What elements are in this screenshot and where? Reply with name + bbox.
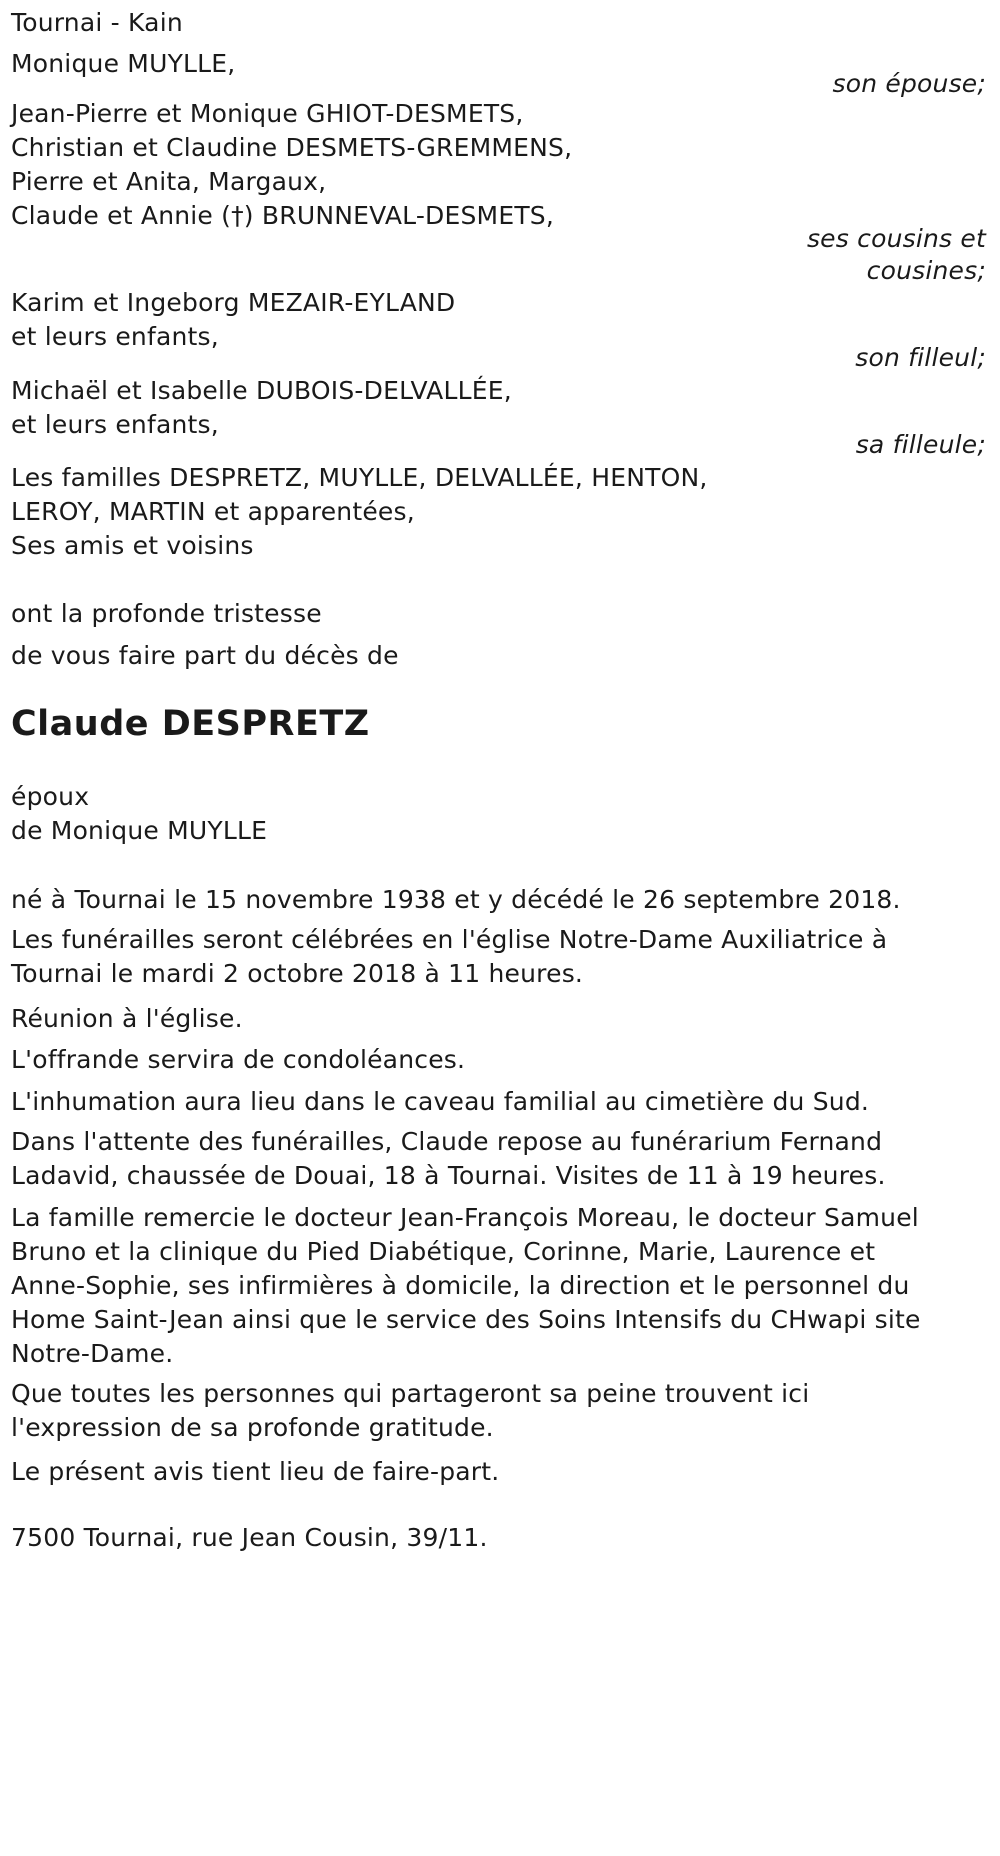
cousins-role-line2: cousines;: [866, 256, 986, 285]
funeral-info: [11, 923, 887, 991]
thanks-paragraph: [11, 1201, 921, 1371]
spouse-role: son épouse;: [832, 69, 986, 98]
gratitude-line2: l'expression de sa profonde gratitude.: [11, 1413, 494, 1442]
relation-line1: époux: [11, 782, 90, 811]
thanks-line: Anne-Sophie, ses infirmières à domicile, la direction et le personnel du: [11, 1271, 910, 1300]
other-families: [11, 461, 708, 563]
godson-role: son filleul;: [855, 343, 986, 372]
thanks-line: Home Saint-Jean ainsi que le service des Soins Intensifs du CHwapi site: [11, 1305, 921, 1334]
list-item: Les familles DESPRETZ, MUYLLE, DELVALLÉE, HENTON,: [11, 463, 708, 492]
repose-info: [11, 1125, 886, 1193]
godson-block: [11, 286, 455, 354]
burial-info: L'inhumation aura lieu dans le caveau familial au cimetière du Sud.: [11, 1087, 870, 1116]
funeral-line2: Tournai le mardi 2 octobre 2018 à 11 heures.: [11, 959, 584, 988]
funeral-line1: Les funérailles seront célébrées en l'église Notre-Dame Auxiliatrice à: [11, 925, 888, 954]
address: 7500 Tournai, rue Jean Cousin, 39/11.: [11, 1523, 488, 1552]
offering-info: L'offrande servira de condoléances.: [11, 1045, 466, 1074]
list-item: Jean-Pierre et Monique GHIOT-DESMETS,: [11, 99, 524, 128]
gratitude-paragraph: [11, 1377, 809, 1445]
list-item: Ses amis et voisins: [11, 531, 254, 560]
list-item: Christian et Claudine DESMETS-GREMMENS,: [11, 133, 573, 162]
location-header: Tournai - Kain: [11, 8, 183, 37]
cousins-list: [11, 97, 572, 233]
repose-line2: Ladavid, chaussée de Douai, 18 à Tournai. Visites de 11 à 19 heures.: [11, 1161, 886, 1190]
list-item: et leurs enfants,: [11, 410, 219, 439]
list-item: Michaël et Isabelle DUBOIS-DELVALLÉE,: [11, 376, 512, 405]
thanks-line: La famille remercie le docteur Jean-François Moreau, le docteur Samuel: [11, 1203, 919, 1232]
cousins-role-line1: ses cousins et: [806, 224, 986, 253]
announcement-line1: ont la profonde tristesse: [11, 599, 322, 628]
thanks-line: Bruno et la clinique du Pied Diabétique, Corinne, Marie, Laurence et: [11, 1237, 876, 1266]
relation-line2: de Monique MUYLLE: [11, 816, 268, 845]
birth-death: né à Tournai le 15 novembre 1938 et y décédé le 26 septembre 2018.: [11, 885, 901, 914]
list-item: Karim et Ingeborg MEZAIR-EYLAND: [11, 288, 456, 317]
list-item: et leurs enfants,: [11, 322, 219, 351]
goddaughter-block: [11, 374, 512, 442]
notice-statement: Le présent avis tient lieu de faire-part.: [11, 1457, 500, 1486]
meeting-info: Réunion à l'église.: [11, 1004, 243, 1033]
repose-line1: Dans l'attente des funérailles, Claude repose au funérarium Fernand: [11, 1127, 883, 1156]
deceased-name: Claude DESPRETZ: [11, 704, 370, 744]
list-item: Claude et Annie (†) BRUNNEVAL-DESMETS,: [11, 201, 555, 230]
list-item: Pierre et Anita, Margaux,: [11, 167, 327, 196]
goddaughter-role: sa filleule;: [855, 430, 986, 459]
list-item: LEROY, MARTIN et apparentées,: [11, 497, 415, 526]
thanks-line: Notre-Dame.: [11, 1339, 174, 1368]
spouse-name: Monique MUYLLE,: [11, 49, 236, 78]
announcement-line2: de vous faire part du décès de: [11, 641, 399, 670]
gratitude-line1: Que toutes les personnes qui partageront sa peine trouvent ici: [11, 1379, 810, 1408]
